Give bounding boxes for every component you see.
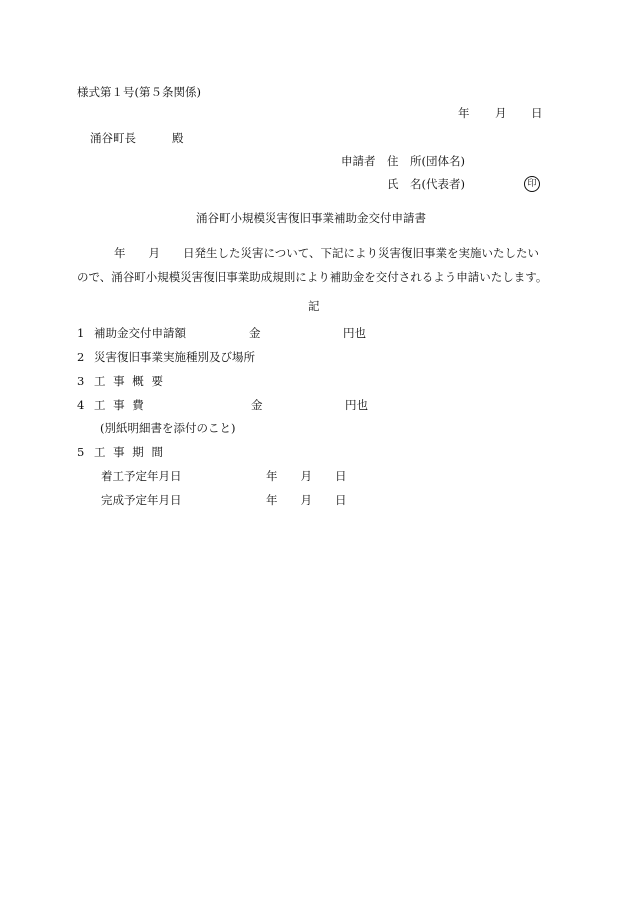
item-1-kin: 金: [249, 326, 261, 340]
date-month: 月: [495, 106, 507, 120]
item-1-enya: 円也: [343, 326, 366, 340]
item-5-number: 5: [77, 445, 85, 459]
item-1-number: 1: [77, 326, 85, 340]
ki-marker: 記: [308, 299, 320, 313]
item-1-label: 補助金交付申請額: [94, 326, 186, 340]
date-day: 日: [531, 106, 543, 120]
item-4-number: 4: [77, 398, 85, 412]
item-4-kin: 金: [251, 398, 263, 412]
end-date-label: 完成予定年月日: [101, 493, 182, 507]
applicant-address-label: 住 所(団体名): [387, 154, 465, 168]
start-date-label: 着工予定年月日: [101, 469, 182, 483]
item-2-number: 2: [77, 350, 85, 364]
item-4-label: 工 事 費: [94, 398, 146, 412]
start-date-value: 年 月 日: [266, 469, 347, 483]
item-5-label: 工 事 期 間: [94, 445, 165, 459]
addressee-title: 涌谷町長: [90, 131, 136, 145]
document-title: 涌谷町小規模災害復旧事業補助金交付申請書: [196, 211, 426, 225]
end-date-value: 年 月 日: [266, 493, 347, 507]
applicant-name-label: 氏 名(代表者): [387, 177, 465, 191]
body-line-2: ので、涌谷町小規模災害復旧事業助成規則により補助金を交付されるよう申請いたします。: [77, 270, 548, 284]
item-3-label: 工 事 概 要: [94, 374, 165, 388]
body-line-1: 年 月 日発生した災害について、下記により災害復旧事業を実施いたしたい: [114, 246, 540, 260]
addressee-honorific: 殿: [172, 131, 184, 145]
item-2-label: 災害復旧事業実施種別及び場所: [94, 350, 255, 364]
item-4-note: (別紙明細書を添付のこと): [100, 421, 236, 435]
item-4-enya: 円也: [345, 398, 368, 412]
form-number: 様式第１号(第５条関係): [77, 85, 201, 99]
item-3-number: 3: [77, 374, 85, 388]
date-year: 年: [458, 106, 470, 120]
applicant-label: 申請者: [341, 154, 376, 168]
seal-mark-icon: 印: [524, 176, 540, 192]
